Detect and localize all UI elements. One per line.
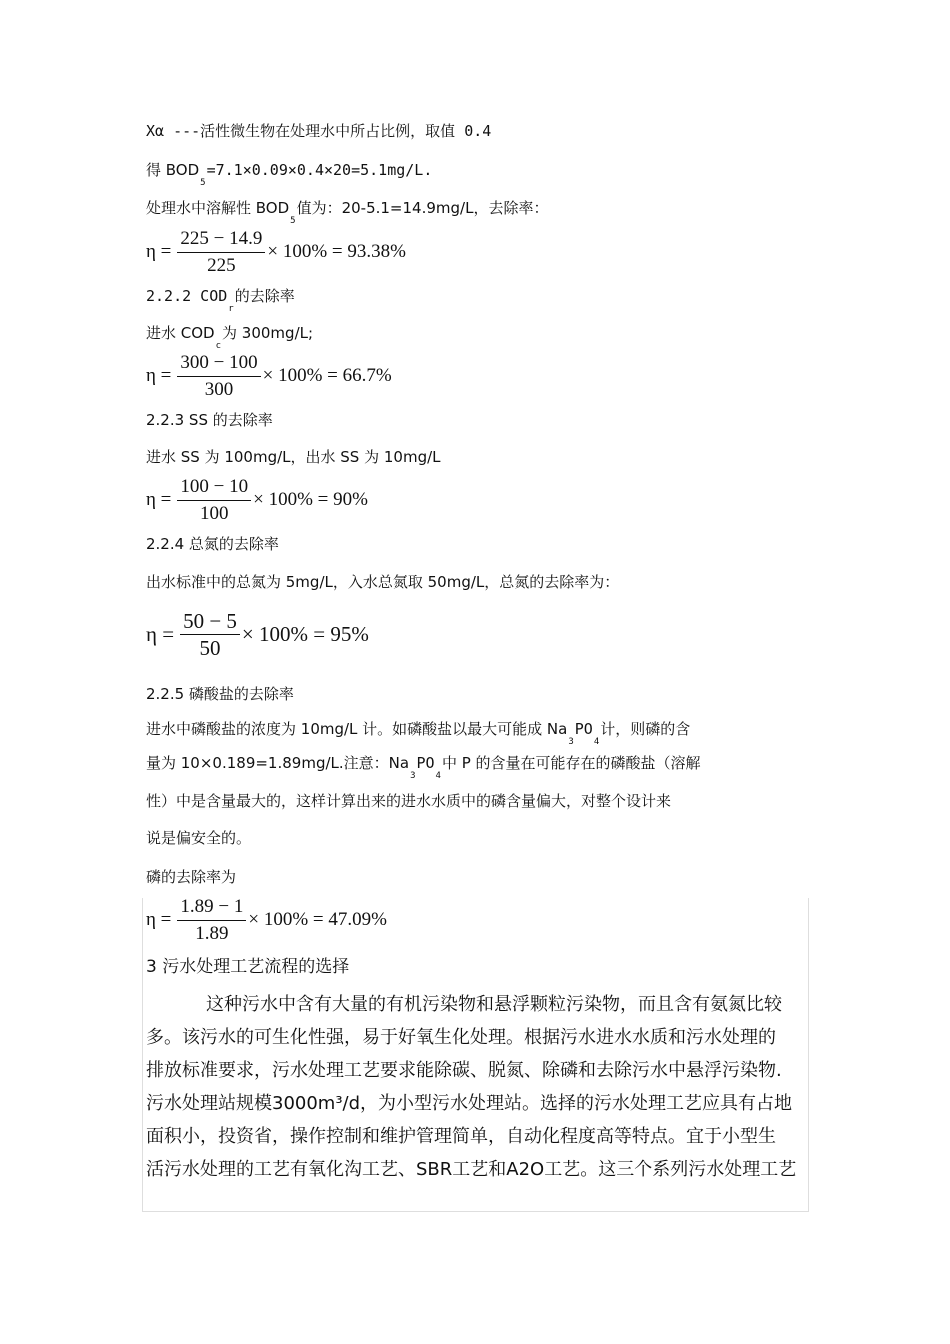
text: 进水 SS 为 100mg/L，出水 SS 为 10mg/L [146,448,441,466]
section-heading-tn [146,533,279,555]
formula-lhs: η = [146,365,172,386]
formula-rhs: × 100% = 95% [241,621,369,646]
bod-line [146,159,433,188]
text: 进水中磷酸盐的浓度为 10mg/L 计。如磷酸盐以最大可能成 Na [146,720,568,738]
text: 2.2.2 COD [146,287,228,305]
subscript: 5 [200,178,206,188]
formula-cod [146,348,392,404]
subscript: 3 [410,771,416,781]
subscript: c [215,341,222,351]
text: 性）中是含量最大的，这样计算出来的进水水质中的磷含量偏大，对整个设计来 [146,792,672,810]
numerator: 50 − 5 [180,609,240,635]
text: PO [416,754,435,772]
text: 值为：20-5.1=14.9mg/L，去除率： [296,199,549,217]
text: 出水标准中的总氮为 5mg/L，入水总氮取 50mg/L，总氮的去除率为： [146,573,620,591]
section-heading-3 [146,956,349,978]
text: 的去除率 [234,287,295,305]
section-heading-phosphate [146,683,294,705]
text: 3 污水处理工艺流程的选择 [146,957,350,977]
numerator: 300 − 100 [177,351,260,377]
formula-lhs: η = [146,621,175,646]
text: 计，则磷的含 [600,720,691,738]
formula-rhs: × 100% = 90% [253,489,368,510]
section-heading-cod [146,285,295,314]
text: 磷的去除率为 [146,868,237,886]
formula-rhs: × 100% = 47.09% [248,909,387,930]
subscript: r [228,304,234,314]
fraction [177,475,251,526]
fraction [180,609,240,660]
text: Xα ---活性微生物在处理水中所占比例，取值 0.4 [146,122,492,140]
formula-rhs: × 100% = 66.7% [262,365,392,386]
paragraph-line: 多。该污水的可生化性强，易于好氧生化处理。根据污水进水水质和污水处理的 [146,1027,776,1048]
text: 2.2.4 总氮的去除率 [146,535,279,553]
bod-soluble-line [146,197,549,226]
formula-lhs: η = [146,489,172,510]
text: 2.2.3 SS 的去除率 [146,411,273,429]
text-line [146,120,491,142]
text: 量为 10×0.189=1.89mg/L.注意：Na [146,754,410,772]
subscript: 4 [435,771,441,781]
formula-ss [146,472,368,528]
subscript: 4 [593,737,600,747]
text: 进水 COD [146,324,215,342]
fraction [177,351,260,402]
text: =7.1×0.09×0.4×20=5.1mg/L. [206,161,433,179]
cod-inflow-line [146,322,314,351]
paragraph-line: 污水处理站规模3000m³/d，为小型污水处理站。选择的污水处理工艺应具有占地 [146,1093,793,1114]
subscript: 5 [290,216,296,226]
paragraph-line: 面积小，投资省，操作控制和维护管理简单，自动化程度高等特点。宜于小型生 [146,1126,776,1147]
tn-line [146,571,619,593]
text: 得 BOD [146,161,200,179]
formula-phosphorus [146,892,387,948]
phosphorus-rate-line [146,866,236,888]
fraction [177,227,265,278]
paragraph-line: 这种污水中含有大量的有机污染物和悬浮颗粒污染物，而且含有氨氮比较 [206,994,782,1015]
formula-rhs: × 100% = 93.38% [267,241,406,262]
phosphate-line-2 [146,752,701,781]
ss-line [146,446,441,468]
text: 说是偏安全的。 [146,829,252,847]
numerator: 225 − 14.9 [177,227,265,253]
paragraph-line: 排放标准要求，污水处理工艺要求能除碳、脱氮、除磷和去除污水中悬浮污染物. [146,1060,782,1081]
denominator: 100 [200,502,229,524]
formula-bod [146,224,406,280]
numerator: 100 − 10 [177,475,251,501]
phosphate-line-4 [146,827,251,849]
denominator: 225 [207,254,236,276]
phosphate-line-3 [146,790,671,812]
denominator: 1.89 [195,922,229,944]
text: 处理水中溶解性 BOD [146,199,290,217]
text: 为 300mg/L; [222,324,314,342]
phosphate-line-1 [146,718,691,747]
text: PO [574,720,593,738]
fraction [177,895,246,946]
formula-lhs: η = [146,909,172,930]
formula-lhs: η = [146,241,172,262]
paragraph-line: 活污水处理的工艺有氧化沟工艺、SBR工艺和A2O工艺。这三个系列污水处理工艺 [146,1159,797,1180]
numerator: 1.89 − 1 [177,895,246,921]
denominator: 300 [204,378,234,400]
formula-tn [146,606,369,662]
text: 中 P 的含量在可能存在的磷酸盐（溶解 [441,754,701,772]
subscript: 3 [568,737,574,747]
denominator: 50 [199,635,221,660]
process-paragraph [146,988,808,1186]
section-heading-ss [146,409,273,431]
text: 2.2.5 磷酸盐的去除率 [146,685,294,703]
